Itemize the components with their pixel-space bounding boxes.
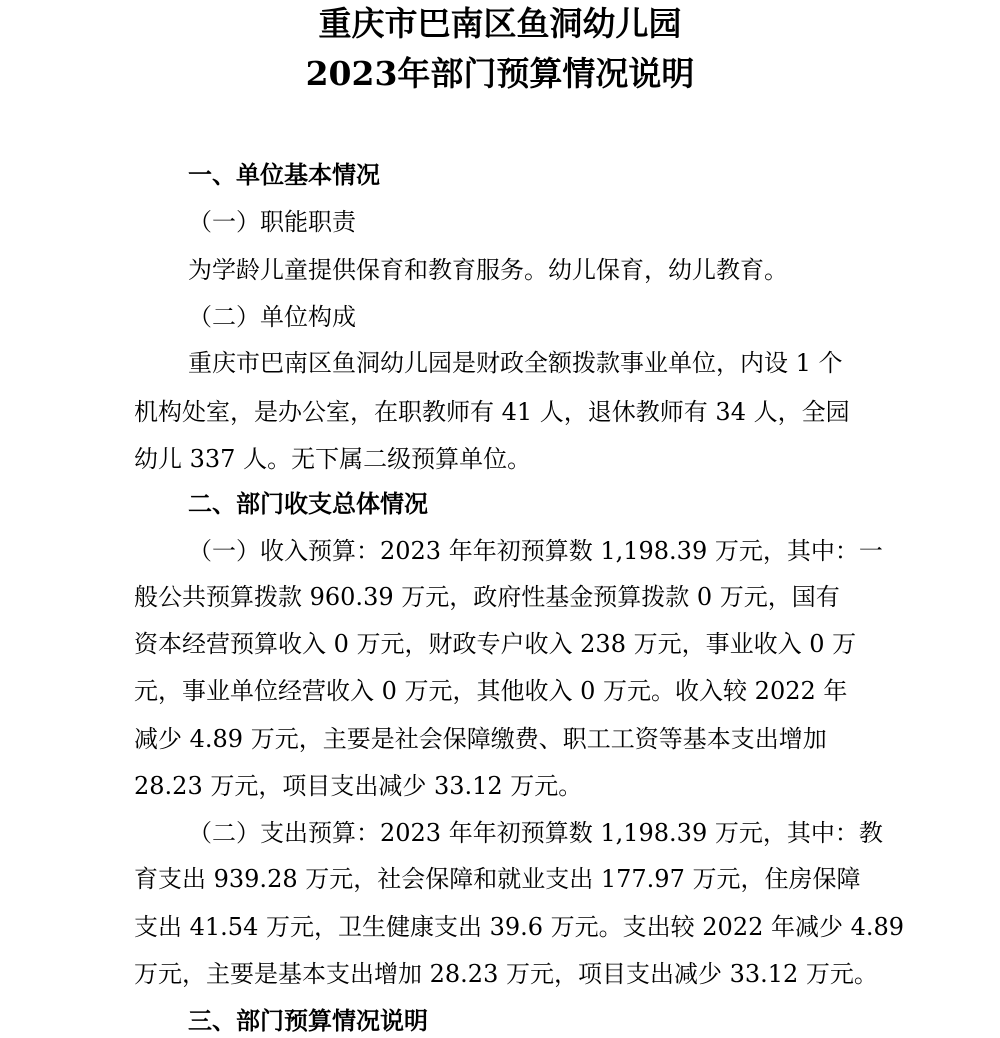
document-title-line-2: 2023年部门预算情况说明 xyxy=(305,54,695,93)
section-heading-budget-details: 三、部门预算情况说明 xyxy=(188,1006,428,1035)
section-heading-basic-info: 一、单位基本情况 xyxy=(188,160,380,189)
paragraph-line: 幼儿 337 人。无下属二级预算单位。 xyxy=(134,445,532,473)
paragraph-line: 元，事业单位经营收入 0 万元，其他收入 0 万元。收入较 2022 年 xyxy=(134,677,848,705)
paragraph-line: 28.23 万元，项目支出减少 33.12 万元。 xyxy=(134,772,583,800)
subsection-heading-duties: （一）职能职责 xyxy=(188,208,356,236)
paragraph-line: （二）支出预算：2023 年年初预算数 1,198.39 万元，其中：教 xyxy=(188,819,883,847)
paragraph-line: 支出 41.54 万元，卫生健康支出 39.6 万元。支出较 2022 年减少 4.89 xyxy=(134,913,905,941)
paragraph-line: 资本经营预算收入 0 万元，财政专户收入 238 万元，事业收入 0 万 xyxy=(134,630,857,658)
document-title-line-1: 重庆市巴南区鱼洞幼儿园 xyxy=(318,4,682,43)
paragraph-line: 为学龄儿童提供保育和教育服务。幼儿保育，幼儿教育。 xyxy=(188,256,788,284)
paragraph-line: 般公共预算拨款 960.39 万元，政府性基金预算拨款 0 万元，国有 xyxy=(134,583,840,611)
paragraph-line: 机构处室，是办公室，在职教师有 41 人，退休教师有 34 人，全园 xyxy=(134,398,850,426)
paragraph-line: 减少 4.89 万元，主要是社会保障缴费、职工工资等基本支出增加 xyxy=(134,725,827,753)
section-heading-budget-overview: 二、部门收支总体情况 xyxy=(188,489,428,518)
subsection-heading-composition: （二）单位构成 xyxy=(188,303,356,331)
paragraph-line: 重庆市巴南区鱼洞幼儿园是财政全额拨款事业单位，内设 1 个 xyxy=(188,349,843,377)
paragraph-line: 万元，主要是基本支出增加 28.23 万元，项目支出减少 33.12 万元。 xyxy=(134,960,878,988)
paragraph-line: 育支出 939.28 万元，社会保障和就业支出 177.97 万元，住房保障 xyxy=(134,865,861,893)
paragraph-line: （一）收入预算：2023 年年初预算数 1,198.39 万元，其中：一 xyxy=(188,537,883,565)
